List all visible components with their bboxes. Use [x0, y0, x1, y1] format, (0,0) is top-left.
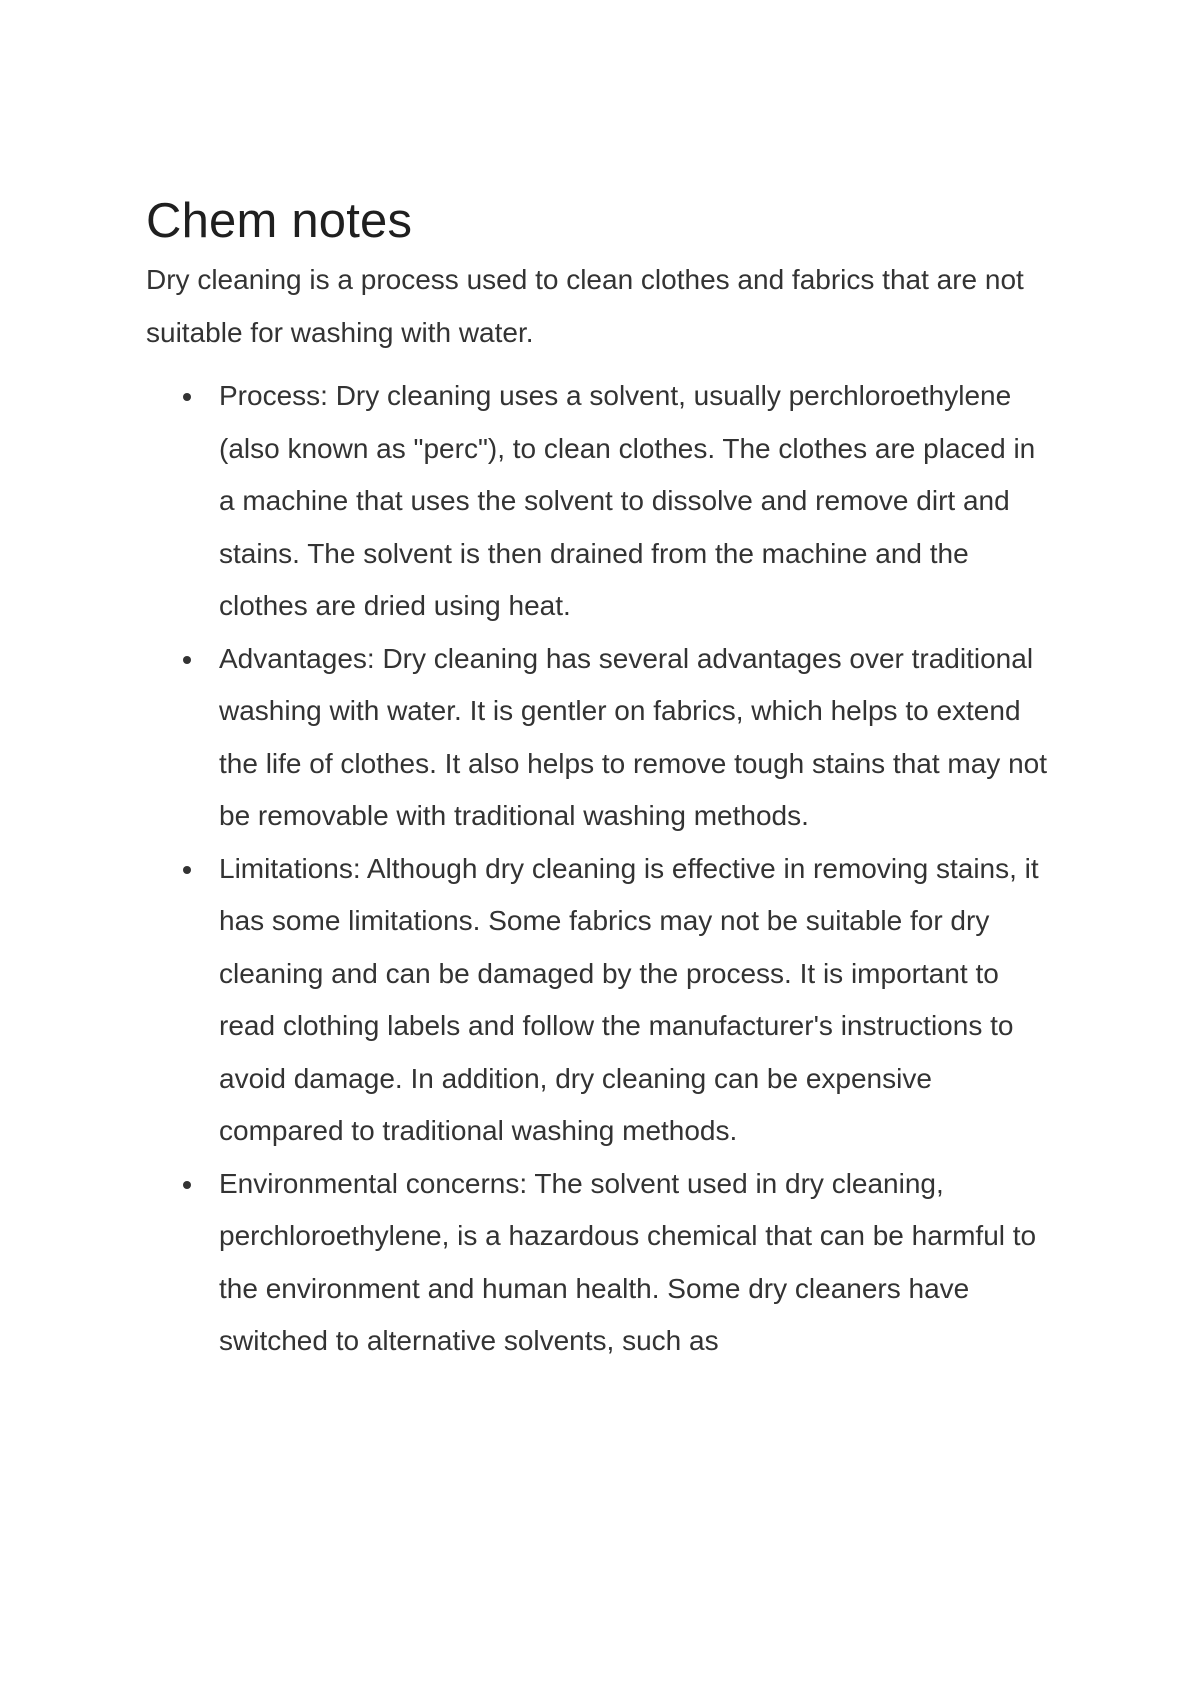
list-item: [146, 843, 1051, 1158]
list-item-text: Process: Dry cleaning uses a solvent, usually perchloroethylene (also known as "perc"), to clean clothes. The clothes are placed in a machine that uses the solvent to dissolve and remove dirt and stains. The solvent is then drained from the machine and the clothes are dried using heat.: [219, 380, 1036, 621]
list-item: [146, 1158, 1051, 1368]
list-item: [146, 633, 1051, 843]
intro-paragraph: Dry cleaning is a process used to clean clothes and fabrics that are not suitable for washing with water.: [146, 264, 1024, 348]
bullet-dot-icon: [183, 1181, 191, 1189]
bullet-list: [146, 370, 1066, 1368]
list-item: [146, 370, 1051, 633]
bullet-dot-icon: [183, 656, 191, 664]
list-item-text: Advantages: Dry cleaning has several advantages over traditional washing with water. It is gentler on fabrics, which helps to extend the life of clothes. It also helps to remove tough stains that may not be removable with traditional washing methods.: [219, 642, 1048, 831]
document-page: [146, 188, 1066, 1368]
document-title: Chem notes: [146, 194, 413, 248]
list-item-text: Limitations: Although dry cleaning is effective in removing stains, it has some limitations. Some fabrics may not be suitable for dry cleaning and can be damaged by the process. It is important to read clothing labels and follow the manufacturer's instructions to avoid damage. In addition, dry cleaning can be expensive compared to traditional washing methods.: [219, 852, 1039, 1146]
bullet-dot-icon: [183, 866, 191, 874]
bullet-dot-icon: [183, 393, 191, 401]
list-item-text: Environmental concerns: The solvent used in dry cleaning, perchloroethylene, is a hazardous chemical that can be harmful to the environment and human health. Some dry cleaners have switched to alternative solvents, such as: [219, 1167, 1037, 1356]
